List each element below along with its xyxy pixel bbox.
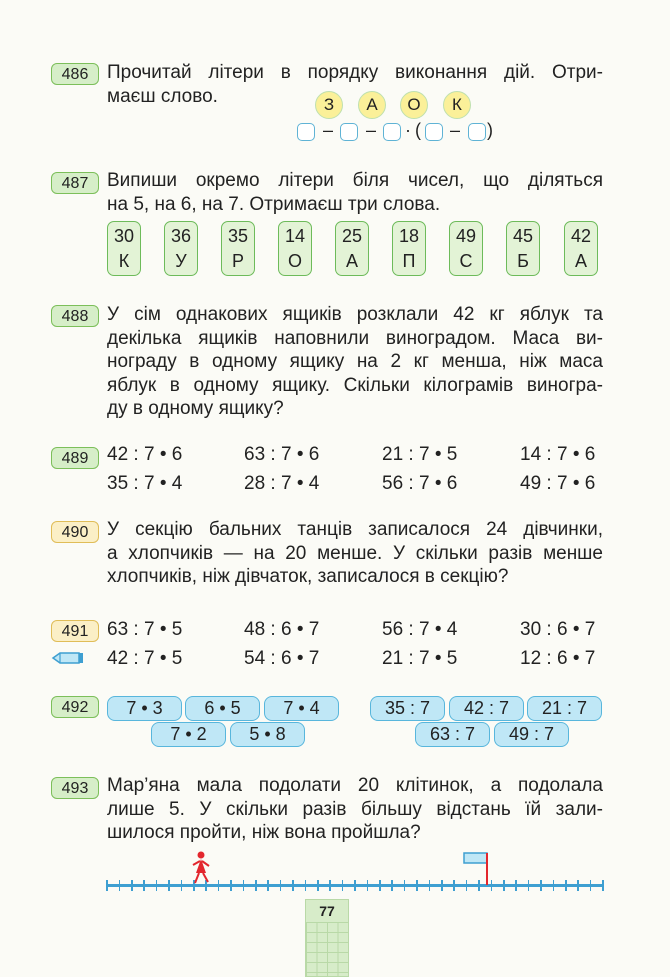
card-number: 36 [170,226,192,246]
expression: 54 : 6 • 7 [244,648,320,669]
expression: 63 : 7 • 6 [244,444,320,465]
number-line-tick [577,880,579,891]
expression: 28 : 7 • 4 [244,473,320,494]
card-letter: П [402,251,416,271]
text-line: маєш слово. [107,85,218,107]
text-line: хлопчиків, ніж дівчаток, записалося в секцію? [107,566,509,587]
text-line: декілька ящиків наповнили виноградом. Маса ви- [107,327,603,349]
expression: 63 : 7 • 5 [107,619,183,640]
card-letter: А [574,251,587,271]
number-letter-card [164,221,198,276]
expression: 35 : 7 • 4 [107,473,183,494]
letter-circle: О [400,91,428,119]
number-line-tick [354,880,356,891]
number-line-tick [367,880,369,891]
expression-chip: 21 : 7 [527,696,602,721]
text-line: Мар’яна мала подолати 20 клітинок, а подолала [107,775,603,796]
number-line-tick [429,880,431,891]
number-line-tick [342,880,344,891]
exercise-490-text [107,518,603,589]
number-line-tick [156,880,158,891]
expression-chip: 63 : 7 [415,722,490,747]
operator-sign: ( [415,120,421,140]
number-letter-card [392,221,426,276]
exercise-number-488: 488 [51,305,99,327]
number-line-tick [243,880,245,891]
exercise-487-text [107,169,603,216]
number-line-tick [503,880,505,891]
number-line-tick [391,880,393,891]
expression: 56 : 7 • 6 [382,473,458,494]
number-line-tick [329,880,331,891]
text-line: ду в одному ящику? [107,398,284,419]
text-line: Прочитай літери в порядку виконання дій. Отри- [107,62,603,83]
text-line: яблук в одному ящику. Скільки кілограмів виногра- [107,374,603,396]
finish-flag-icon [463,851,489,886]
operator-sign: · [405,120,411,140]
text-line: У секцію бальних танців записалося 24 дівчинки, [107,519,603,540]
number-line-tick [404,880,406,891]
card-number: 14 [284,226,306,246]
number-line-tick [491,880,493,891]
number-line-tick [292,880,294,891]
expression-chip: 49 : 7 [494,722,569,747]
expression: 21 : 7 • 5 [382,444,458,465]
number-letter-card [564,221,598,276]
number-line-tick [453,880,455,891]
operator-sign: ) [487,120,493,140]
card-number: 25 [341,226,363,246]
text-line: шилося пройти, ніж вона пройшла? [107,822,421,843]
card-letter: У [175,251,187,271]
expression-chip: 35 : 7 [370,696,445,721]
number-letter-card [335,221,369,276]
pencil-icon [51,651,85,665]
exercise-number-491: 491 [51,620,99,642]
exercise-number-487: 487 [51,172,99,194]
number-line-tick [255,880,257,891]
card-number: 45 [512,226,534,246]
number-line-tick [553,880,555,891]
number-letter-card [449,221,483,276]
number-line-tick [540,880,542,891]
girl-figure-icon [189,851,213,885]
number-line-tick [230,880,232,891]
answer-slot[interactable] [297,123,315,141]
expression: 48 : 6 • 7 [244,619,320,640]
operator-sign: – [450,120,461,140]
expression: 21 : 7 • 5 [382,648,458,669]
number-line-tick [181,880,183,891]
expression: 56 : 7 • 4 [382,619,458,640]
text-line: Випиши окремо літери біля чисел, що діляться [107,170,603,191]
exercise-number-493: 493 [51,777,99,799]
page-number: 77 [319,903,335,919]
expression: 30 : 6 • 7 [520,619,596,640]
number-line-tick [280,880,282,891]
number-letter-card [107,221,141,276]
expression-chip: 7 • 2 [151,722,226,747]
card-number: 42 [570,226,592,246]
letter-circle: К [443,91,471,119]
number-line-tick [441,880,443,891]
card-letter: О [287,251,302,271]
number-line-tick [515,880,517,891]
card-letter: Р [231,251,244,271]
number-line-tick [416,880,418,891]
text-line: лише 5. У скільки разів більшу відстань їй зали- [107,798,603,820]
card-letter: Б [517,251,529,271]
number-line-tick [168,880,170,891]
expression-chip: 6 • 5 [185,696,260,721]
card-number: 35 [227,226,249,246]
exercise-number-492: 492 [51,696,99,718]
number-letter-card [221,221,255,276]
expression: 14 : 7 • 6 [520,444,596,465]
card-number: 49 [455,226,477,246]
exercise-486-text [107,61,603,108]
number-line-tick [565,880,567,891]
text-line: нограду в одному ящику на 2 кг менша, ніж маса [107,351,603,372]
text-line: на 5, на 6, на 7. Отримаєш три слова. [107,193,441,215]
exercise-493-text [107,774,603,845]
answer-slots [297,121,507,145]
number-line-tick [131,880,133,891]
expression-chip: 7 • 4 [264,696,339,721]
page-number-box [305,899,349,977]
expression: 12 : 6 • 7 [520,648,596,669]
expression-chip: 42 : 7 [449,696,524,721]
number-letter-card [278,221,312,276]
number-line-tick [267,880,269,891]
card-number: 30 [113,226,135,246]
number-line-tick [106,880,108,891]
number-line-tick [528,880,530,891]
letter-circle: А [358,91,386,119]
operator-sign: – [323,120,334,140]
exercise-number-490: 490 [51,521,99,543]
answer-slot[interactable] [468,123,486,141]
number-line-tick [379,880,381,891]
answer-slot[interactable] [425,123,443,141]
number-line-tick [119,880,121,891]
expression: 49 : 7 • 6 [520,473,596,494]
page-grid [306,922,348,977]
number-line-tick [143,880,145,891]
expression: 42 : 7 • 6 [107,444,183,465]
number-line-tick [218,880,220,891]
card-letter: А [345,251,358,271]
number-letter-card [506,221,540,276]
card-letter: С [459,251,473,271]
exercise-number-486: 486 [51,63,99,85]
number-line-tick [602,880,604,891]
text-line: У сім однакових ящиків розклали 42 кг яблук та [107,304,603,325]
expression-chip: 7 • 3 [107,696,182,721]
operator-sign: – [366,120,377,140]
card-letter: К [118,251,130,271]
answer-slot[interactable] [340,123,358,141]
number-line-tick [317,880,319,891]
exercise-488-text [107,303,603,421]
expression-chip: 5 • 8 [230,722,305,747]
card-number: 18 [398,226,420,246]
letter-circle: З [315,91,343,119]
answer-slot[interactable] [383,123,401,141]
exercise-number-489: 489 [51,447,99,469]
number-line-tick [590,880,592,891]
text-line: а хлопчиків — на 20 менше. У скільки разів менше [107,542,603,564]
expression: 42 : 7 • 5 [107,648,183,669]
number-line-tick [305,880,307,891]
